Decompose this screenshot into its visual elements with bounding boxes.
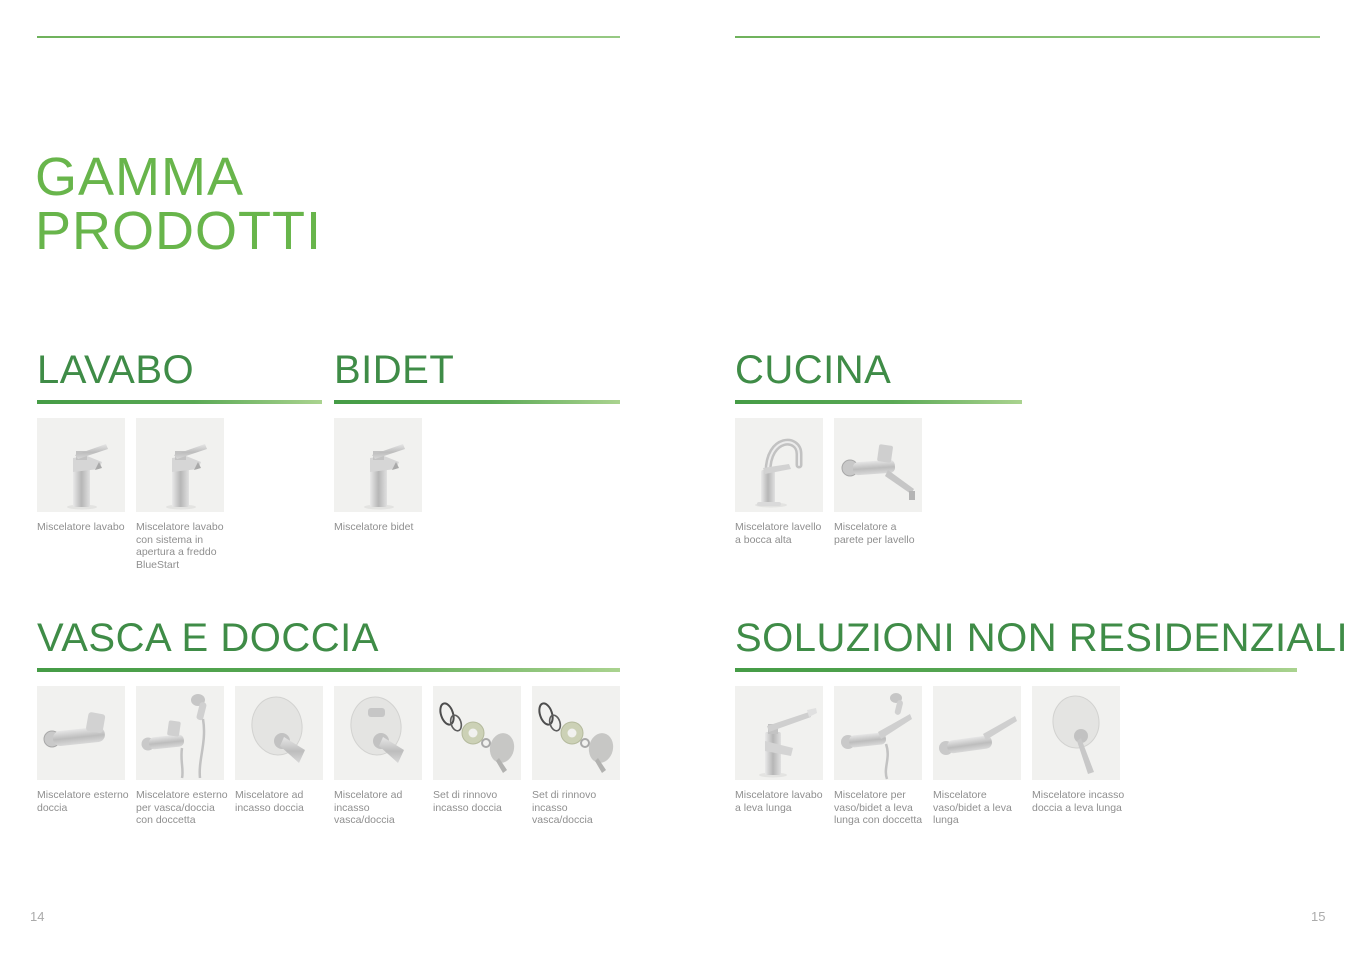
long-lever-wall-mixer-handshower-icon (834, 686, 922, 780)
product-tile (933, 686, 1021, 780)
top-rule-right (735, 36, 1320, 38)
product-tile (334, 686, 422, 780)
page-number-left: 14 (30, 909, 45, 924)
product-tile (532, 686, 620, 780)
page-title-line1: GAMMA (35, 147, 245, 207)
section-cucina-heading: CUCINA (735, 348, 892, 392)
section-bidet-rule (334, 400, 620, 404)
basin-mixer-bluestart-icon (136, 418, 224, 512)
section-vasca-rule (37, 668, 620, 672)
product-tile (37, 686, 125, 780)
high-spout-kitchen-mixer-icon (735, 418, 823, 512)
product-tile (834, 686, 922, 780)
section-soluzioni-captions (735, 789, 1131, 827)
product-caption: Miscelatore esterno per vasca/doccia con doccetta (136, 789, 228, 826)
long-lever-basin-mixer-icon (735, 686, 823, 780)
top-rule-left (37, 36, 620, 38)
section-vasca-captions (37, 789, 631, 827)
product-caption: Miscelatore per vaso/bidet a leva lunga con doccetta (834, 789, 923, 826)
product-tile (735, 418, 823, 512)
renovation-set-shower-icon (433, 686, 521, 780)
page-title (35, 147, 322, 261)
section-lavabo-heading: LAVABO (37, 348, 195, 392)
section-lavabo-rule (37, 400, 322, 404)
built-in-shower-mixer-icon (235, 686, 323, 780)
section-soluzioni-rule (735, 668, 1297, 672)
exposed-bath-mixer-handshower-icon (136, 686, 224, 780)
section-bidet-heading: BIDET (334, 348, 455, 392)
section-cucina-captions (735, 521, 933, 546)
product-caption: Miscelatore bidet (334, 521, 414, 533)
section-vasca-heading: VASCA E DOCCIA (37, 616, 379, 660)
section-soluzioni-heading: SOLUZIONI NON RESIDENZIALI (735, 616, 1349, 660)
long-lever-built-in-mixer-icon (1032, 686, 1120, 780)
wall-mounted-kitchen-mixer-icon (834, 418, 922, 512)
page-number-right: 15 (1311, 909, 1326, 924)
product-caption: Miscelatore esterno doccia (37, 789, 129, 814)
product-caption: Set di rinnovo incasso doccia (433, 789, 502, 814)
section-soluzioni-tiles (735, 686, 1120, 780)
section-cucina-rule (735, 400, 1022, 404)
product-tile (37, 418, 125, 512)
bidet-mixer-icon (334, 418, 422, 512)
product-tile (834, 418, 922, 512)
product-tile (1032, 686, 1120, 780)
product-tile (136, 418, 224, 512)
section-bidet-captions (334, 521, 433, 534)
built-in-bath-mixer-icon (334, 686, 422, 780)
product-tile (735, 686, 823, 780)
section-lavabo-tiles (37, 418, 224, 512)
renovation-set-bath-icon (532, 686, 620, 780)
long-lever-wall-mixer-icon (933, 686, 1021, 780)
product-caption: Miscelatore lavello a bocca alta (735, 521, 822, 546)
product-caption: Miscelatore ad incasso vasca/doccia (334, 789, 403, 826)
product-tile (334, 418, 422, 512)
exposed-shower-mixer-icon (37, 686, 125, 780)
product-caption: Miscelatore lavabo a leva lunga (735, 789, 823, 814)
basin-mixer-icon (37, 418, 125, 512)
product-caption: Miscelatore incasso doccia a leva lunga (1032, 789, 1125, 814)
product-caption: Miscelatore lavabo (37, 521, 125, 533)
section-bidet-tiles (334, 418, 422, 512)
section-cucina-tiles (735, 418, 922, 512)
product-caption: Miscelatore lavabo con sistema in apertura a freddo BlueStart (136, 521, 224, 571)
product-caption: Miscelatore ad incasso doccia (235, 789, 304, 814)
section-vasca-tiles (37, 686, 620, 780)
product-tile (136, 686, 224, 780)
product-caption: Miscelatore a parete per lavello (834, 521, 915, 546)
product-caption: Set di rinnovo incasso vasca/doccia (532, 789, 597, 826)
product-tile (433, 686, 521, 780)
section-lavabo-captions (37, 521, 235, 571)
product-tile (235, 686, 323, 780)
page-title-line2: PRODOTTI (35, 201, 322, 261)
product-caption: Miscelatore vaso/bidet a leva lunga (933, 789, 1012, 826)
